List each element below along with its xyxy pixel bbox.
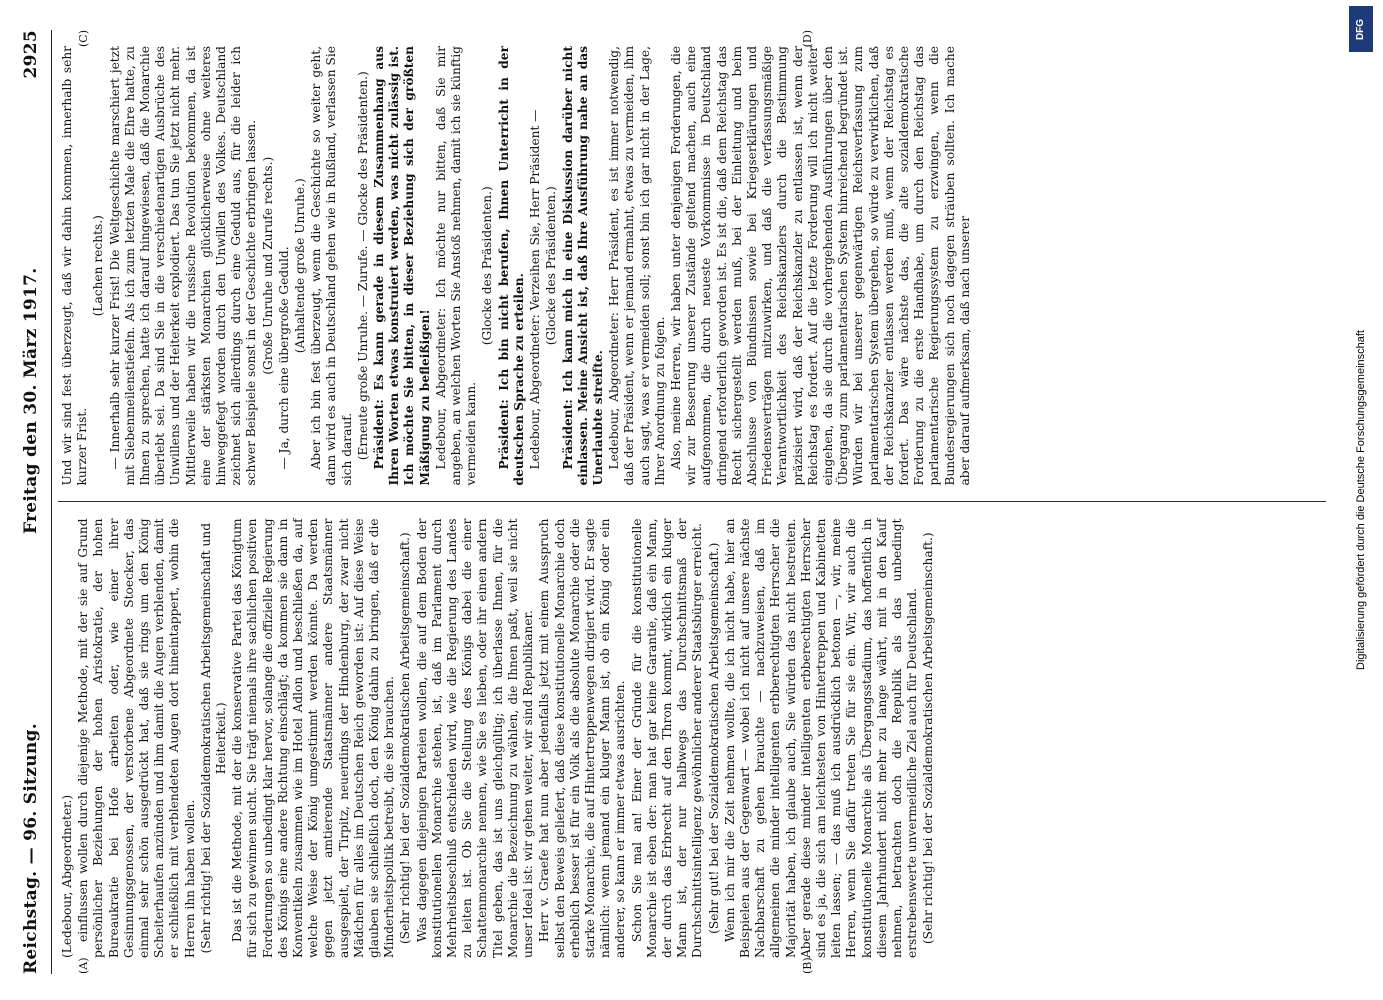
right-para-10: (Glocke des Präsidenten.) [480, 186, 495, 346]
right-para-4: — Ja, durch eine übergroße Geduld. [276, 246, 291, 470]
digitization-credit-text: Digitalisierung gefördert durch die Deutsche Forschungsgemeinschaft [1355, 330, 1367, 670]
right-para-0: Und wir sind fest überzeugt, daß wir dahin kommen, innerhalb sehr kurzer Frist. [60, 46, 90, 486]
page-header [21, 30, 52, 974]
header-left: Reichstag. — 96. Sitzung. [21, 723, 41, 974]
right-para-11: Präsident: Ich bin nicht berufen, Ihnen Unterricht in der deutschen Sprache zu erteilen. [496, 46, 526, 486]
left-para-9: Wenn ich mir die Zeit nehmen wollte, die ich nicht habe, hier an Beispielen aus der Gegenwart — wobei ich nicht auf unsere nächste Nachbarschaft zu gehen brauchte — nachzuweisen, daß im allgemeinen die minder intelligenten erbberechtigten Herrscher die Majorität haben, ich glaube auch, Sie würden das nicht bestreiten. Aber gerade diese minder intelligenten erbberechtigten Herrscher sind es ja, die sich am leichtesten von Hintertreppen und Kabinetten leiten lassen; — das muß ich ausdrücklich betonen —, wir, meine Herren, wenn Sie dafür treten Sie für sie ein. Wir, wir auch die konstitutionelle Monarchie als Übergangsstadium, das hoffentlich in diesem Jahrhundert nicht mehr zu lange währt, mit in den Kauf nehmen, betrachten doch die Republik als das unbedingt erstrebenswerte unvermeidliche Ziel auch für Deutschland. [722, 518, 920, 958]
margin-mark-d: (D) [801, 30, 814, 48]
dfg-logo: DFG [1349, 6, 1373, 52]
left-para-10: (Sehr richtig! bei der Sozialdemokratischen Arbeitsgemeinschaft.) [921, 532, 936, 945]
right-para-6: Aber ich bin fest überzeugt, wenn die Geschichte so weiter geht, dann wird es auch in Deutschland gehen wie in Rußland, verlassen Sie sich darauf. [309, 46, 354, 486]
text-columns [58, 30, 1326, 974]
right-para-3: (Große Unruhe und Zurufe rechts.) [260, 156, 275, 375]
left-para-2: (Sehr richtig! bei der Sozialdemokratischen Arbeitsgemeinschaft und Heiterkeit.) [198, 522, 229, 954]
right-para-1: (Lachen rechts.) [91, 215, 106, 317]
right-para-9: Ledebour, Abgeordneter: Ich möchte nur bitten, daß Sie mir angeben, an welchen Worten Sie Anstoß nehmen, damit ich sie künftig vermeiden kann. [433, 46, 479, 486]
left-para-7: Schon Sie mal an! Einer der Gründe für die konstitutionelle Monarchie ist eben der: man hat gar keine Garantie, daß ein Mann, der durch das Erbrecht auf den Thron kommt, wirklich ein kluger Mann ist, der nur halbwegs das Durchschnittsmaß der Durchschnittsintelligenz gewöhnlicher anderer Staatsbürger erreicht. [629, 518, 705, 958]
margin-mark-c: (C) [77, 30, 90, 47]
margin-mark-b: (B) [801, 957, 814, 974]
right-para-8: Präsident: Es kann gerade in diesem Zusammenhang aus Ihren Worten etwas konstruiert werden, was nicht zulässig ist. Ich möchte Sie bitten, in dieser Beziehung sich der größten Mäßigung zu befleißigen! [372, 46, 432, 486]
left-para-3: Das ist die Methode, mit der die konservative Partei das Königtum für sich zu gewinnen sucht. Sie trägt niemals ihre sachlichen positiven Forderungen so unbedingt klar hervor, solange die offizielle Regierung des Königs eine andere Richtung einschlägt; da kommen sie dann in Konventikeln zusammen wie im Hotel Adlon und beschließen da, auf welche Weise der König umgestimmt werden könnte. Da werden gegen jetzt amtierende Staatsmänner andere Staatsmänner ausgespielt, der Tirpitz, neuerdings der Hindenburg, der zwar nicht Mädchen für alles im Deutschen Reich geworden ist: Auf diese Weise glauben sie schließlich doch, den König dahin zu bringen, daß er die Minderheitspolitik betreibt, die sie brauchen. [230, 518, 397, 958]
right-column [58, 30, 1326, 502]
left-para-0: (Ledebour, Abgeordneter.) [60, 794, 74, 958]
right-para-15: Ledebour, Abgeordneter: Herr Präsident, es ist immer notwendig, daß der Präsident, wenn er jemand ermahnt, etwas zu vermeiden, ihm auch sagt, was er vermeiden soll; sonst bin ich gar nicht in der Lage, Ihrer Anordnung zu folgen. [607, 46, 667, 486]
right-para-14: Präsident: Ich kann mich in eine Diskussion darüber nicht einlassen. Meine Ansicht ist, daß Ihre Ausführung nahe an das Unerlaubte streifte. [560, 46, 605, 486]
right-para-12: Ledebour, Abgeordneter: Verzeihen Sie, Herr Präsident — [528, 109, 543, 470]
right-para-16: Also, meine Herren, wir haben unter denjenigen Forderungen, die wir zur Besserung unserer Zustände geltend machen, auch eine aufgenommen, die durch neueste Vorkommnisse in Deutschland dringend erforderlich geworden ist. Es ist die, daß dem Reichstag das Recht sichergestellt werden muß, bei der Einleitung und beim Abschlusse von Bündnissen sowie bei Kriegserklärungen und Friedensverträgen mitzuwirken, und daß die verfassungsmäßige Verantwortlichkeit des Reichskanzlers durch die Bestimmung präzisiert wird, daß der Reichskanzler zu entlassen ist, wenn der Reichstag es fordert. Auf die letzte Forderung will ich nicht weiter eingehen, da sie durch die vorhergehenden Ausführungen über den Übergang zum parlamentarischen System hinreichend begründet ist. Würden wir bei unserer gegenwärtigen Reichsverfassung zum parlamentarischen System übergehen, so würde zu verwirklichen, daß der Reichskanzler entlassen werden muß, wenn der Reichstag es fordert. Das wäre nächste das, die alte sozialdemokratische Forderung zu die erste Handhabe, um durch den Reichstag das parlamentarische Regierungssystem zu erzwingen, wenn die Bundesregierungen sich noch dagegen sträuben sollten. Ich mache aber darauf aufmerksam, daß nach unserer [668, 46, 972, 486]
left-para-5: Was dagegen diejenigen Parteien wollen, die auf dem Boden der konstitutionellen Monarchie stehen, ist, daß im Parlament durch Mehrheitsbeschluß entschieden wird, wie die Regierung des Landes zu leiten ist. Ob Sie die Stellung des Königs dabei die einer Schattenmonarchie nennen, wie Sie es lieben, oder ihr einen andern Titel geben, das ist uns gleichgültig; ich überlasse Ihnen, für die Monarchie die Bezeichnung zu wählen, die Ihnen paßt, weil sie nicht unser Ideal ist: wir gehen weiter, wir sind Republikaner. [414, 518, 536, 958]
left-para-8: (Sehr gut! bei der Sozialdemokratischen Arbeitsgemeinschaft.) [706, 542, 721, 934]
digitization-credit [1347, 0, 1375, 1000]
left-para-4: (Sehr richtig! bei der Sozialdemokratischen Arbeitsgemeinschaft.) [398, 532, 413, 945]
header-center: Freitag den 30. März 1917. [21, 267, 41, 535]
header-page-number: 2925 [21, 30, 41, 79]
right-para-7: (Erneute große Unruhe. — Zurufe. — Glocke des Präsidenten.) [355, 71, 370, 461]
right-para-13: (Glocke des Präsidenten.) [544, 186, 559, 346]
right-para-5: (Anhaltende große Unruhe.) [293, 178, 308, 354]
left-para-1: einflussen wollen durch diejenige Methode, mit der sie auf Grund persönlicher Beziehungen der hohen Aristokratie, der hohen Bureaukratie bei Hofe arbeiten oder, wie einer ihrer Gesinnungsgenossen, der verstorbene Abgeordnete Stoecker, das einmal sehr schön ausgedrückt hat, daß sie rings um den König Scheiterhaufen anzünden und ihm damit die Augen verblenden, damit er schließlich mit verblendeten Augen dort hineintappert, wohin die Herren ihn haben wollen. [76, 518, 197, 958]
left-column [58, 503, 1326, 975]
right-para-2: — Innerhalb sehr kurzer Frist! Die Weltgeschichte marschiert jetzt mit Siebenmeilenstiefeln. Als ich zum letzten Male die Ehre hatte, zu Ihnen zu sprechen, hatte ich darauf hingewiesen, daß die Monarchie überlebt sei. Da sind Sie in die verschiedenartigen Ausbrüche des Unwillens und der Heiterkeit explodiert. Das tun Sie jetzt nicht mehr. Mittlerweile haben wir die russische Revolution bekommen, da ist eine der stärksten Monarchien glücklicherweise ohne weiteres hinweggefegt worden durch den Unwillen des Volkes. Deutschland zeichnet sich allerdings durch eine Geduld aus, für die leider ich schwer Beispiele sonst in der Geschichte erbringen lassen. [107, 46, 259, 486]
left-para-6: Herr v. Graefe hat nun aber jedenfalls jetzt mit einem Ausspruch selbst den Beweis geliefert, daß diese konstitutionelle Monarchie doch erheblich besser ist für ein Volk als die absolute Monarchie oder die starke Monarchie, die auf Hintertreppenwegen dirigiert wird. Er sagte nämlich: wenn jemand ein kluger Mann ist, ob ein König oder ein anderer, so kann er immer etwas ausrichten. [537, 518, 628, 958]
margin-mark-a: (A) [77, 957, 90, 974]
